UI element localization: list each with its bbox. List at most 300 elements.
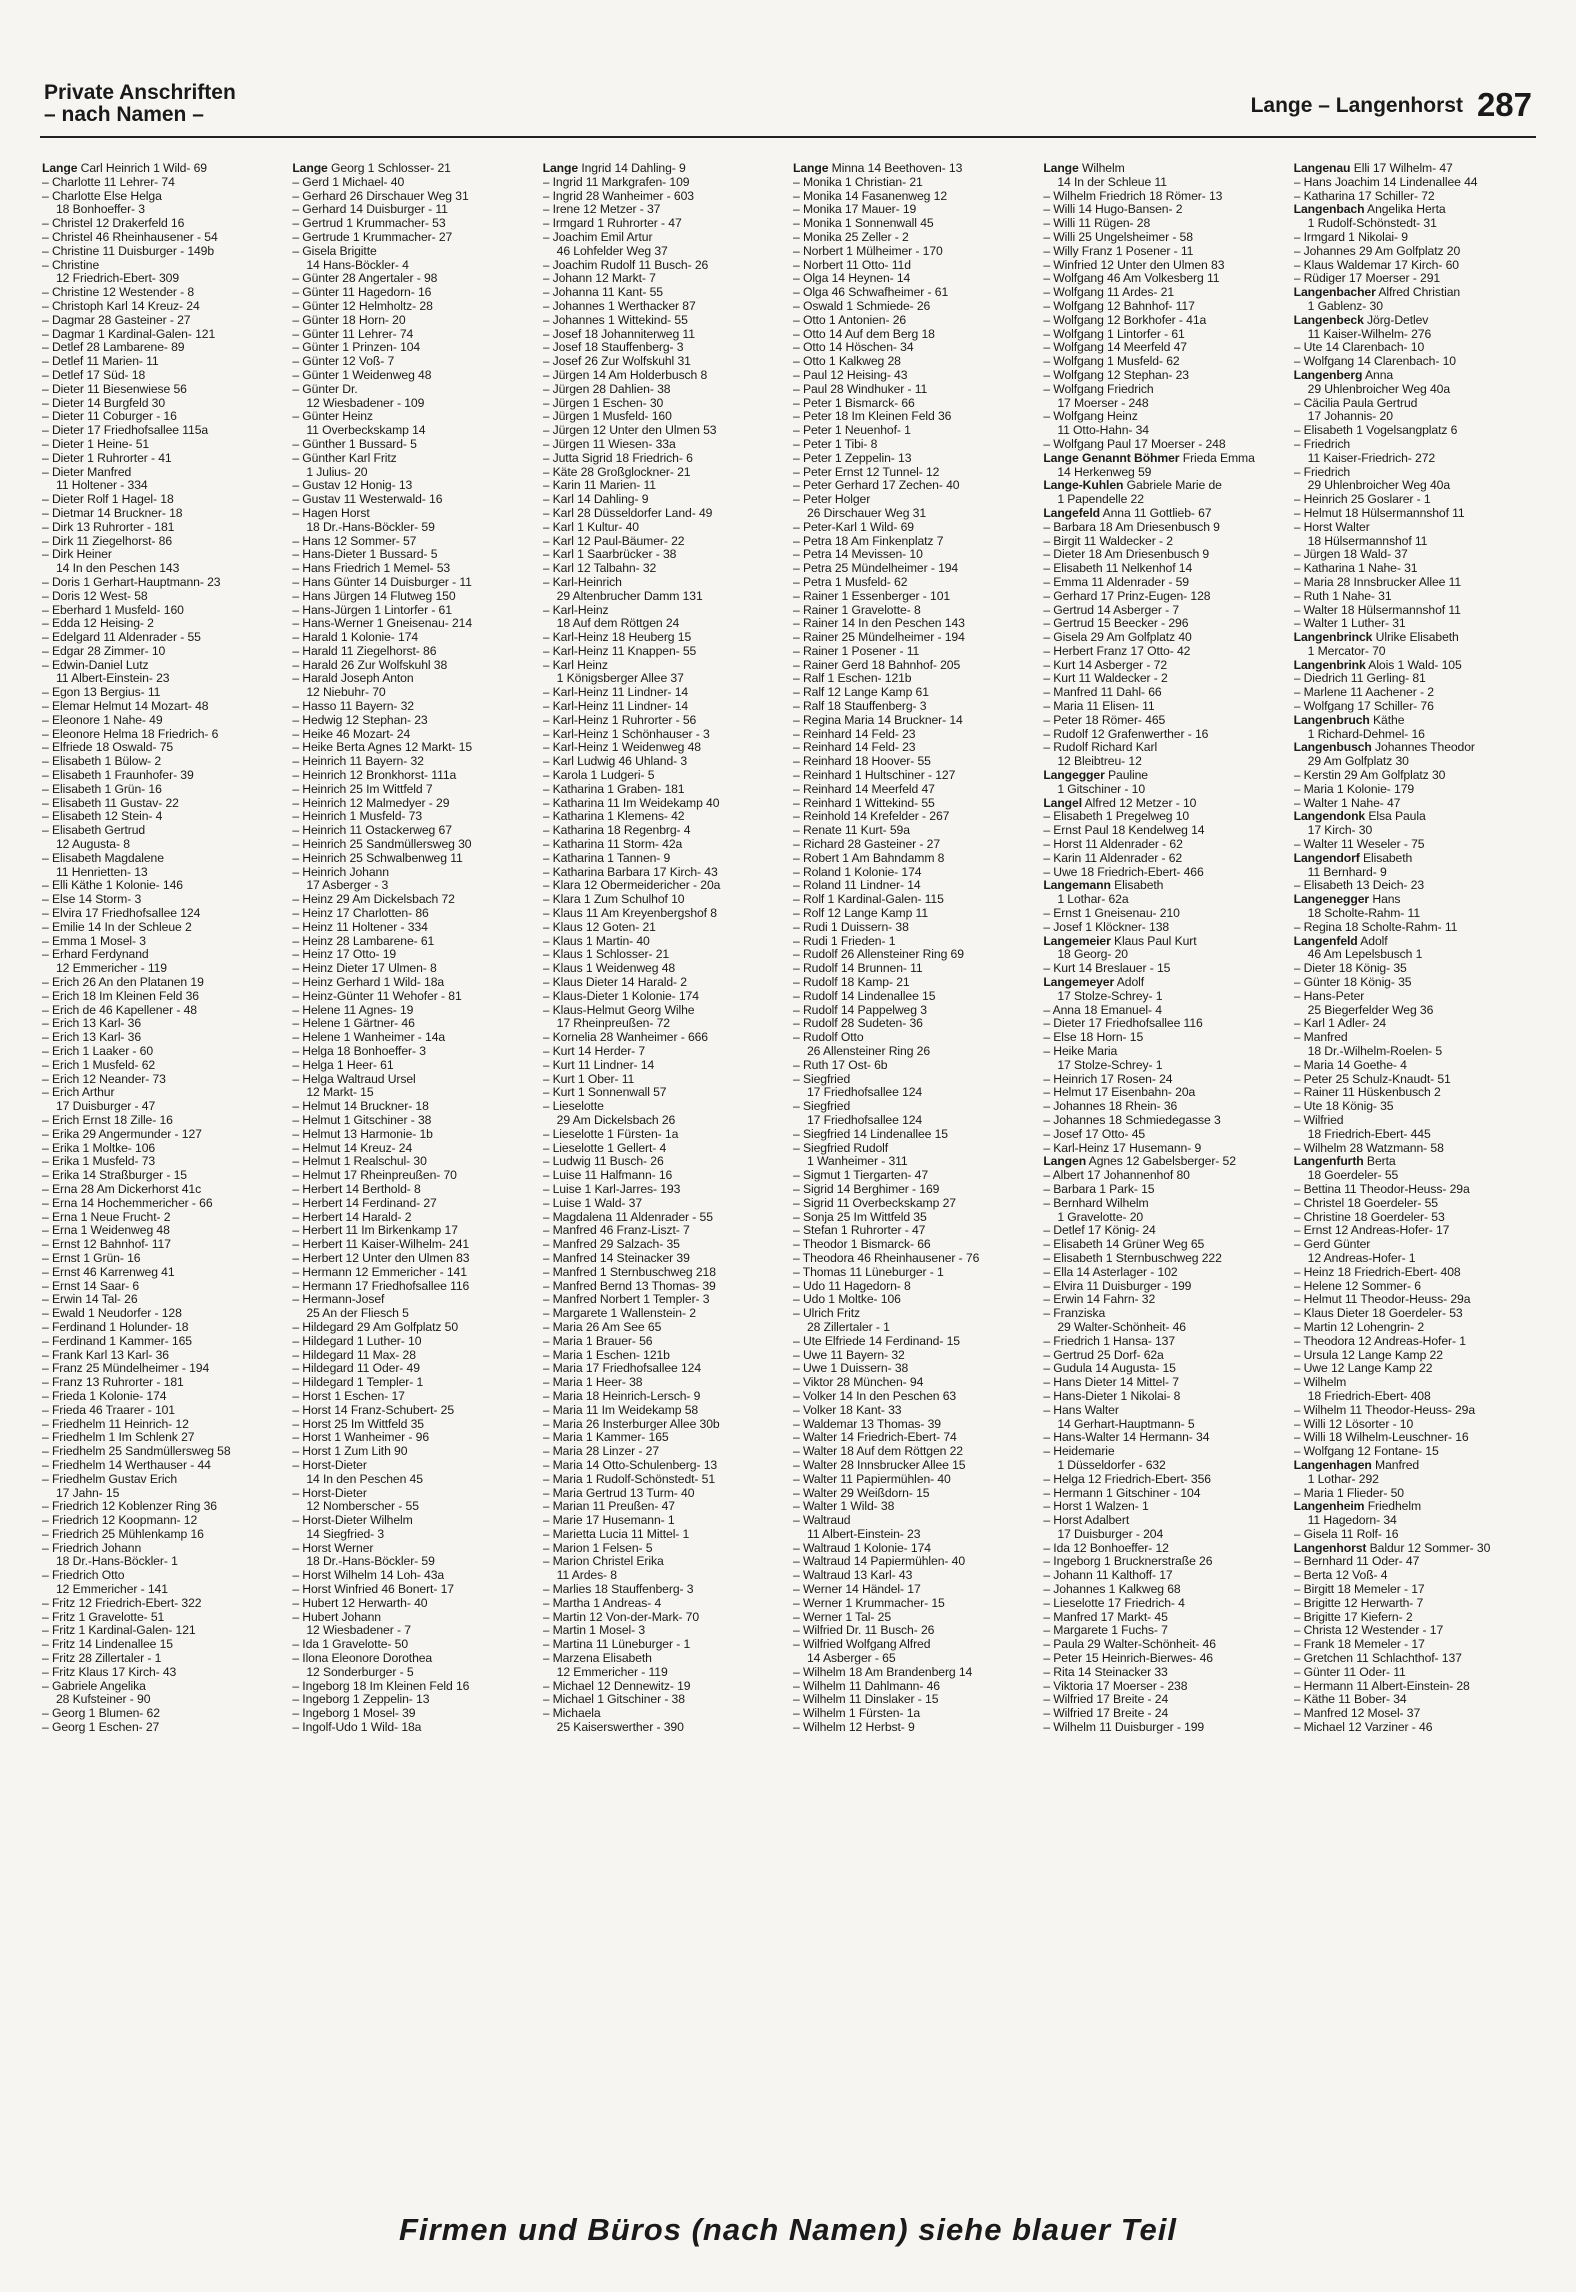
listing-entry: – Ingeborg 1 Mosel- 39 xyxy=(292,1707,416,1721)
listing-entry: – Rudolf 14 Brunnen- 11 xyxy=(792,962,923,976)
listing-entry: Langenfeld Adolf xyxy=(1293,934,1388,948)
listing-entry: – Herbert Franz 17 Otto- 42 xyxy=(1043,644,1191,658)
listing-entry: – Frieda 46 Traarer - 101 xyxy=(42,1403,175,1417)
listing-entry: – Michaela xyxy=(542,1707,601,1721)
listing-entry: – Christine 11 Duisburger - 149b xyxy=(42,244,215,258)
listing-entry: – Kurt 11 Waldecker - 2 xyxy=(1043,672,1168,686)
listing-entry: – Ingolf-Udo 1 Wild- 18a xyxy=(292,1721,422,1735)
listing-entry: – Heike Maria xyxy=(1043,1045,1118,1058)
section-heading xyxy=(44,82,236,126)
listing-entry: – Michael 12 Dennewitz- 19 xyxy=(542,1679,691,1693)
listing-entry: – Elisabeth Magdalene xyxy=(42,851,164,865)
listing-entry: – Hubert Johann xyxy=(292,1610,381,1624)
listing-entry: Langen Agnes 12 Gabelsberger- 52 xyxy=(1043,1155,1236,1169)
listing-entry: – Hermann 12 Emmericher - 141 xyxy=(292,1265,467,1279)
listing-entry: – Heidemarie xyxy=(1043,1445,1115,1459)
listing-entry: – Ilona Eleonore Dorothea xyxy=(292,1652,433,1666)
listing-entry: – Theodor 1 Bismarck- 66 xyxy=(792,1238,931,1252)
listing-entry: – Ruth 1 Nahe- 31 xyxy=(1293,589,1392,603)
listing-entry: 1 Julius- 20 xyxy=(306,465,368,479)
listing-entry: – Lieselotte xyxy=(542,1100,604,1114)
listing-entry: 11 Albert-Einstein- 23 xyxy=(806,1527,921,1541)
listing-entry: – Luise 1 Karl-Jarres- 193 xyxy=(542,1182,681,1196)
listing-entry: – Erwin 14 Tal- 26 xyxy=(42,1293,138,1307)
listing-entry: – Monika 1 Sonnenwall 45 xyxy=(792,217,934,231)
listing-entry: – Lieselotte 1 Fürsten- 1a xyxy=(542,1127,679,1141)
listing-entry: – Helga 12 Friedrich-Ebert- 356 xyxy=(1043,1472,1211,1486)
listing-entry: – Horst Adalbert xyxy=(1043,1514,1130,1528)
listing-entry: – Wilhelm 11 Duisburger - 199 xyxy=(1043,1721,1205,1735)
listing-entry: – Wolfgang Paul 17 Moerser - 248 xyxy=(1043,437,1226,451)
listing-entry: – Elisabeth 11 Nelkenhof 14 xyxy=(1043,562,1193,576)
listing-entry: – Karl-Heinz 1 Weidenweg 48 xyxy=(542,741,701,755)
listing-entry: – Wolfgang 12 Stephan- 23 xyxy=(1043,368,1189,382)
listing-entry: 18 Dr.-Hans-Böckler- 59 xyxy=(306,1555,435,1569)
listing-entry: – Karl-Heinz 18 Heuberg 15 xyxy=(542,631,692,645)
listing-entry: 18 Georg- 20 xyxy=(1057,948,1128,962)
surname-heading: Lange xyxy=(42,162,78,175)
listing-entry: – Katharina 11 Im Weidekamp 40 xyxy=(542,796,720,810)
surname-heading: Langenau xyxy=(1293,162,1351,175)
listing-entry: – Klaus-Helmut Georg Wilhe xyxy=(542,1003,695,1017)
listing-entry: – Karl 12 Talbahn- 32 xyxy=(542,562,657,576)
listing-entry: Langenbeck Jörg-Detlev xyxy=(1293,313,1429,327)
listing-entry: 1 Wanheimer - 311 xyxy=(806,1155,908,1169)
listing-entry: – Heinrich Johann xyxy=(292,865,389,879)
listing-entry: – Rita 14 Steinacker 33 xyxy=(1043,1665,1168,1679)
listing-entry: Lange Wilhelm xyxy=(1043,162,1125,175)
listing-entry: – Gabriele Angelika xyxy=(42,1679,146,1693)
listing-entry: – Waltraud 1 Kolonie- 174 xyxy=(792,1541,931,1555)
listing-entry: – Kerstin 29 Am Golfplatz 30 xyxy=(1293,769,1446,783)
listing-entry: – Karl Ludwig 46 Uhland- 3 xyxy=(542,755,688,769)
listing-entry: – Ernst 1 Grün- 16 xyxy=(42,1251,141,1265)
listing-entry: 1 Lothar- 292 xyxy=(1307,1472,1379,1486)
listing-entry: – Herbert 14 Berthold- 8 xyxy=(292,1182,421,1196)
listing-entry: 1 Gitschiner - 10 xyxy=(1057,782,1146,796)
listing-entry: – Wolfgang 1 Lintorfer - 61 xyxy=(1043,327,1185,341)
listing-entry: – Kurt 14 Breslauer - 15 xyxy=(1043,962,1171,976)
listing-entry: – Gretchen 11 Schlachthof- 137 xyxy=(1293,1652,1462,1666)
listing-entry: – Manfred Norbert 1 Templer- 3 xyxy=(542,1293,710,1307)
listing-entry: – Ferdinand 1 Kammer- 165 xyxy=(42,1334,192,1348)
listing-entry: – Horst Werner xyxy=(292,1541,374,1555)
listing-entry: 12 Friedrich-Ebert- 309 xyxy=(56,272,180,286)
listing-entry: 17 Kirch- 30 xyxy=(1307,824,1373,838)
listing-entry: 12 Sonderburger - 5 xyxy=(306,1665,414,1679)
listing-entry: 11 Bernhard- 9 xyxy=(1307,865,1387,879)
listing-entry: – Fritz 1 Gravelotte- 51 xyxy=(42,1610,165,1624)
listing-entry: – Wolfgang 17 Schiller- 76 xyxy=(1293,700,1434,714)
listing-entry: – Monika 17 Mauer- 19 xyxy=(792,203,917,217)
listing-entry: – Maria 26 Am See 65 xyxy=(542,1320,662,1334)
listing-entry: – Erich 13 Karl- 36 xyxy=(42,1017,142,1031)
listing-entry: 18 Scholte-Rahm- 11 xyxy=(1307,907,1420,921)
listing-entry: – Ulrich Fritz xyxy=(792,1307,860,1321)
listing-entry: – Karl 1 Saarbrücker - 38 xyxy=(542,548,677,562)
listing-entry: – Hedwig 12 Stephan- 23 xyxy=(292,713,428,727)
listing-entry: – Dieter Rolf 1 Hagel- 18 xyxy=(42,493,174,507)
listing-entry: – Wilhelm 18 Am Brandenberg 14 xyxy=(792,1665,973,1679)
listing-entry: Langenhagen Manfred xyxy=(1293,1458,1420,1472)
listing-entry: 18 Friedrich-Ebert- 408 xyxy=(1307,1389,1431,1403)
surname-heading: Langegger xyxy=(1043,769,1105,783)
listing-entry: – Horst Walter xyxy=(1293,520,1370,534)
listing-entry: 11 Ardes- 8 xyxy=(556,1569,617,1583)
surname-heading: Langenhagen xyxy=(1293,1458,1372,1472)
listing-entry: – Karl 12 Paul-Bäumer- 22 xyxy=(542,534,685,548)
listing-entry: – Maria 14 Goethe- 4 xyxy=(1293,1058,1407,1072)
listing-entry: – Ralf 1 Eschen- 121b xyxy=(792,672,912,686)
listing-entry: – Helene 11 Agnes- 19 xyxy=(292,1003,414,1017)
listing-entry: – Erich 18 Im Kleinen Feld 36 xyxy=(42,989,199,1003)
listing-entry: – Helmut 13 Harmonie- 1b xyxy=(292,1127,433,1141)
listing-entry: – Wolfgang 12 Fontane- 15 xyxy=(1293,1445,1439,1459)
listing-entry: – Ursula 12 Lange Kamp 22 xyxy=(1293,1348,1443,1362)
listing-entry: – Rudi 1 Frieden- 1 xyxy=(792,934,896,948)
listing-entry: – Friedrich xyxy=(1293,437,1351,451)
listing-entry: – Frieda 1 Kolonie- 174 xyxy=(42,1389,167,1403)
listing-entry: – Wilhelm 28 Watzmann- 58 xyxy=(1293,1141,1444,1155)
listing-entry: – Ingeborg 1 Brucknerstraße 26 xyxy=(1043,1555,1213,1569)
listing-entry: – Paul 28 Windhuker - 11 xyxy=(792,382,928,396)
listing-entry: – Rüdiger 17 Moerser - 291 xyxy=(1293,272,1441,286)
listing-entry: – Eberhard 1 Musfeld- 160 xyxy=(42,603,184,617)
listing-entry: 46 Am Lepelsbusch 1 xyxy=(1307,948,1423,962)
listing-entry: – Erich 13 Karl- 36 xyxy=(42,1031,142,1045)
listing-entry: – Heinz 18 Friedrich-Ebert- 408 xyxy=(1293,1265,1461,1279)
listing-entry: – Paul 12 Heising- 43 xyxy=(792,368,908,382)
listing-entry: – Hildegard 11 Oder- 49 xyxy=(292,1362,420,1376)
listing-entry: – Heinz 17 Charlotten- 86 xyxy=(292,907,429,921)
listing-entry: – Lieselotte 1 Gellert- 4 xyxy=(542,1141,667,1155)
listing-entry: – Gustav 11 Westerwald- 16 xyxy=(292,493,443,507)
listing-columns xyxy=(42,162,1536,2182)
listing-entry: – Hildegard 11 Max- 28 xyxy=(292,1348,416,1362)
listing-entry: – Katharina 17 Schiller- 72 xyxy=(1293,189,1435,203)
listing-entry: – Karl 28 Düsseldorfer Land- 49 xyxy=(542,506,713,520)
listing-entry: – Berta 12 Voß- 4 xyxy=(1293,1569,1388,1583)
listing-entry: – Johannes 29 Am Golfplatz 20 xyxy=(1293,244,1461,258)
listing-entry: – Hans-Peter xyxy=(1293,989,1365,1003)
listing-entry: – Martin 12 Von-der-Mark- 70 xyxy=(542,1610,700,1624)
listing-entry: – Maria 14 Otto-Schulenberg- 13 xyxy=(542,1458,718,1472)
surname-heading: Lange Genannt Böhmer xyxy=(1043,451,1180,465)
listing-entry: – Horst-Dieter xyxy=(292,1458,367,1472)
listing-entry: – Volker 18 Kant- 33 xyxy=(792,1403,902,1417)
listing-entry: – Johannes 1 Kalkweg 68 xyxy=(1043,1583,1181,1597)
listing-entry: – Reinhard 1 Hultschiner - 127 xyxy=(792,769,956,783)
listing-entry: – Karola 1 Ludgeri- 5 xyxy=(542,769,655,783)
surname-heading: Langenfurth xyxy=(1293,1155,1364,1169)
listing-entry: – Detlef 17 König- 24 xyxy=(1043,1224,1156,1238)
listing-entry: 14 In den Peschen 143 xyxy=(56,562,180,576)
listing-entry: – Gerhard 17 Prinz-Eugen- 128 xyxy=(1043,589,1211,603)
listing-entry: – Hans Joachim 14 Lindenallee 44 xyxy=(1293,175,1478,189)
listing-entry: – Richard 28 Gasteiner - 27 xyxy=(792,838,940,852)
listing-entry: – Karl-Heinz 11 Lindner- 14 xyxy=(542,700,689,714)
listing-entry: – Klaus Dieter 14 Harald- 2 xyxy=(542,976,687,990)
header-rule xyxy=(40,136,1536,138)
listing-entry: – Maria Gertrud 13 Turm- 40 xyxy=(542,1486,695,1500)
listing-entry: – Peter Holger xyxy=(792,493,871,507)
listing-entry: – Marietta Lucia 11 Mittel- 1 xyxy=(542,1527,690,1541)
listing-entry: 14 In der Schleue 11 xyxy=(1057,175,1167,189)
listing-entry: – Ernst 14 Saar- 6 xyxy=(42,1279,140,1293)
listing-entry: – Peter 1 Neuenhof- 1 xyxy=(792,424,911,438)
listing-entry: – Hans Günter 14 Duisburger - 11 xyxy=(292,575,472,589)
listing-entry: – Dieter Manfred xyxy=(42,465,132,479)
listing-entry: 18 Friedrich-Ebert- 445 xyxy=(1307,1127,1431,1141)
listing-entry: – Elisabeth 1 Bülow- 2 xyxy=(42,755,162,769)
listing-entry: – Christa 12 Westender - 17 xyxy=(1293,1624,1444,1638)
listing-entry: – Günter 12 Helmholtz- 28 xyxy=(292,299,433,313)
listing-entry: – Detlef 28 Lambarene- 89 xyxy=(42,341,185,355)
listing-entry: – Erich Ernst 18 Zille- 16 xyxy=(42,1113,173,1127)
listing-entry: – Detlef 17 Süd- 18 xyxy=(42,368,146,382)
listing-entry: – Gisela 29 Am Golfplatz 40 xyxy=(1043,631,1192,645)
listing-entry: – Joachim Emil Artur xyxy=(542,230,653,244)
listing-entry: – Wolfgang 1 Musfeld- 62 xyxy=(1043,355,1180,369)
listing-entry: – Rudolf 28 Sudeten- 36 xyxy=(792,1017,923,1031)
listing-entry: – Friedrich Otto xyxy=(42,1569,125,1583)
listing-entry: – Katharina Barbara 17 Kirch- 43 xyxy=(542,865,718,879)
listing-entry: – Ingeborg 18 Im Kleinen Feld 16 xyxy=(292,1679,470,1693)
listing-entry: – Rudolf 14 Pappelweg 3 xyxy=(792,1003,927,1017)
listing-entry: 17 Rheinpreußen- 72 xyxy=(556,1017,670,1031)
listing-entry: 11 Kaiser-Friedrich- 272 xyxy=(1307,451,1436,465)
listing-entry: – Erich 1 Laaker - 60 xyxy=(42,1045,154,1058)
surname-heading: Langen xyxy=(1043,1155,1087,1169)
listing-entry: – Helene 12 Sommer- 6 xyxy=(1293,1279,1421,1293)
listing-entry: – Willi 18 Wilhelm-Leuschner- 16 xyxy=(1293,1431,1469,1445)
listing-entry: – Rudolf 26 Allensteiner Ring 69 xyxy=(792,948,964,962)
page-number: 287 xyxy=(1476,86,1532,123)
listing-entry: – Sonja 25 Im Wittfeld 35 xyxy=(792,1210,927,1224)
listing-entry: – Siegfried 14 Lindenallee 15 xyxy=(792,1127,948,1141)
listing-entry: – Dieter 18 König- 35 xyxy=(1293,962,1407,976)
listing-entry: Langenheim Friedhelm xyxy=(1293,1500,1421,1514)
listing-entry: – Peter Ernst 12 Tunnel- 12 xyxy=(792,465,940,479)
listing-entry: – Ingrid 11 Markgrafen- 109 xyxy=(542,175,690,189)
listing-entry: – Dieter 17 Friedhofsallee 115a xyxy=(42,424,209,438)
listing-entry: – Maria 1 Brauer- 56 xyxy=(542,1334,653,1348)
listing-entry: – Waldemar 13 Thomas- 39 xyxy=(792,1417,941,1431)
listing-entry: – Martin 12 Lohengrin- 2 xyxy=(1293,1320,1425,1334)
listing-entry: 1 Gablenz- 30 xyxy=(1307,299,1383,313)
listing-entry: – Friedhelm 25 Sandmüllersweg 58 xyxy=(42,1445,231,1459)
listing-entry: – Walter 28 Innsbrucker Allee 15 xyxy=(792,1458,966,1472)
listing-entry: – Egon 13 Bergius- 11 xyxy=(42,686,161,700)
listing-entry: – Wolfgang Heinz xyxy=(1043,410,1138,424)
section-heading-line2: – nach Namen – xyxy=(44,103,204,126)
listing-entry: 12 Bleibtreu- 12 xyxy=(1057,755,1142,769)
listing-entry: 25 An der Fliesch 5 xyxy=(306,1307,409,1321)
listing-entry: – Georg 1 Eschen- 27 xyxy=(42,1721,160,1735)
listing-entry: – Heinz 17 Otto- 19 xyxy=(292,948,397,962)
listing-entry: – Fritz 28 Zillertaler - 1 xyxy=(42,1652,162,1666)
listing-entry: – Horst Winfried 46 Bonert- 17 xyxy=(292,1583,454,1597)
surname-heading: Langenheim xyxy=(1293,1500,1365,1514)
listing-entry: – Herbert 14 Harald- 2 xyxy=(292,1210,412,1224)
listing-entry: – Klara 12 Obermeidericher - 20a xyxy=(542,879,721,893)
listing-entry: – Gertrude 1 Krummacher- 27 xyxy=(292,230,453,244)
listing-entry: – Norbert 11 Otto- 11d xyxy=(792,258,911,272)
listing-entry: – Friedrich 12 Koopmann- 12 xyxy=(42,1514,198,1528)
listing-entry: – Rudi 1 Duissern- 38 xyxy=(792,920,909,934)
listing-entry: 18 Dr.-Wilhelm-Roelen- 5 xyxy=(1307,1045,1443,1058)
listing-entry: – Monika 14 Fasanenweg 12 xyxy=(792,189,947,203)
listing-entry: – Johann 11 Kalthoff- 17 xyxy=(1043,1569,1173,1583)
listing-entry: 28 Kufsteiner - 90 xyxy=(56,1693,151,1707)
listing-entry: – Walter 18 Hülsermannshof 11 xyxy=(1293,603,1461,617)
listing-entry: – Gerd Günter xyxy=(1293,1238,1371,1252)
listing-entry: – Paula 29 Walter-Schönheit- 46 xyxy=(1043,1638,1216,1652)
listing-entry: – Gustav 12 Honig- 13 xyxy=(292,479,413,493)
listing-entry: – Karl 1 Adler- 24 xyxy=(1293,1017,1387,1031)
listing-entry: – Hildegard 1 Templer- 1 xyxy=(292,1376,424,1390)
listing-entry: – Erna 1 Weidenweg 48 xyxy=(42,1224,170,1238)
listing-entry: – Erich 1 Musfeld- 62 xyxy=(42,1058,156,1072)
listing-entry: – Friedhelm 11 Heinrich- 12 xyxy=(42,1417,189,1431)
listing-entry: – Hasso 11 Bayern- 32 xyxy=(292,700,414,714)
listing-entry: – Thomas 11 Lüneburger - 1 xyxy=(792,1265,944,1279)
listing-entry: – Katharina 1 Nahe- 31 xyxy=(1293,562,1418,576)
listing-entry: – Klaus 1 Martin- 40 xyxy=(542,934,650,948)
listing-entry: – Johannes 1 Werthacker 87 xyxy=(542,299,696,313)
listing-entry: 18 Hülsermannshof 11 xyxy=(1307,534,1428,548)
listing-entry: – Hans-Dieter 1 Nikolai- 8 xyxy=(1043,1389,1181,1403)
listing-entry: – Josef 17 Otto- 45 xyxy=(1043,1127,1146,1141)
listing-entry: – Walter 29 Weißdorn- 15 xyxy=(792,1486,930,1500)
listing-entry: – Marian 11 Preußen- 47 xyxy=(542,1500,675,1514)
listing-entry: – Helmut 18 Hülsermannshof 11 xyxy=(1293,506,1465,520)
listing-entry: – Dagmar 1 Kardinal-Galen- 121 xyxy=(42,327,216,341)
listing-entry: – Klaus 1 Schlosser- 21 xyxy=(542,948,670,962)
listing-entry: – Edgar 28 Zimmer- 10 xyxy=(42,644,166,658)
listing-entry: – Else 14 Storm- 3 xyxy=(42,893,142,907)
listing-entry: – Helmut 1 Gitschiner - 38 xyxy=(292,1113,432,1127)
listing-entry: – Wolfgang 11 Ardes- 21 xyxy=(1043,286,1175,300)
listing-entry: – Hildegard 1 Luther- 10 xyxy=(292,1334,422,1348)
listing-entry: – Günter 18 Horn- 20 xyxy=(292,313,406,327)
listing-entry: – Gerhard 26 Dirschauer Weg 31 xyxy=(292,189,469,203)
listing-entry: – Karl-Heinz 1 Schönhauser - 3 xyxy=(542,727,710,741)
listing-entry: – Else 18 Horn- 15 xyxy=(1043,1031,1144,1045)
listing-entry: 29 Am Golfplatz 30 xyxy=(1307,755,1409,769)
listing-entry: – Detlef 11 Marien- 11 xyxy=(42,355,159,369)
listing-entry: – Peter Gerhard 17 Zechen- 40 xyxy=(792,479,960,493)
listing-entry: – Maria 28 Innsbrucker Allee 11 xyxy=(1293,575,1462,589)
listing-entry: Langemeyer Adolf xyxy=(1043,976,1145,990)
listing-entry: 17 Asberger - 3 xyxy=(306,879,389,893)
listing-entry: 17 Jahn- 15 xyxy=(56,1486,120,1500)
listing-entry: – Marlene 11 Aachener - 2 xyxy=(1293,686,1434,700)
listing-entry: – Renate 11 Kurt- 59a xyxy=(792,824,910,838)
listing-entry: – Katharina 1 Klemens- 42 xyxy=(542,810,685,824)
listing-entry: – Sigrid 14 Berghimer - 169 xyxy=(792,1182,940,1196)
listing-entry: – Irmgard 1 Nikolai- 9 xyxy=(1293,230,1408,244)
listing-entry: – Käte 28 Großglockner- 21 xyxy=(542,465,691,479)
listing-entry: – Norbert 1 Mülheimer - 170 xyxy=(792,244,943,258)
surname-heading: Langenbruch xyxy=(1293,713,1370,727)
listing-entry: – Maria 1 Kammer- 165 xyxy=(542,1431,669,1445)
listing-entry: – Manfred 11 Dahl- 66 xyxy=(1043,686,1162,700)
listing-entry: 29 Am Dickelsbach 26 xyxy=(556,1113,676,1127)
listing-column xyxy=(42,162,284,2182)
listing-entry: – Erika 29 Angermunder - 127 xyxy=(42,1127,202,1141)
listing-entry: – Christine 12 Westender - 8 xyxy=(42,286,195,300)
listing-entry: – Viktoria 17 Moerser - 238 xyxy=(1043,1679,1188,1693)
listing-entry: – Barbara 1 Park- 15 xyxy=(1043,1182,1155,1196)
listing-entry: – Viktor 28 München- 94 xyxy=(792,1376,924,1390)
listing-entry: – Friedrich xyxy=(1293,465,1351,479)
listing-entry: – Gisela 11 Rolf- 16 xyxy=(1293,1527,1399,1541)
listing-entry: – Elisabeth 11 Gustav- 22 xyxy=(42,796,179,810)
listing-entry: – Lieselotte 17 Friedrich- 4 xyxy=(1043,1596,1185,1610)
listing-entry: – Ingeborg 1 Zeppelin- 13 xyxy=(292,1693,430,1707)
listing-entry: – Dieter 1 Ruhrorter - 41 xyxy=(42,451,172,465)
listing-entry: 14 Gerhart-Hauptmann- 5 xyxy=(1057,1417,1195,1431)
listing-entry: 18 Dr.-Hans-Böckler- 59 xyxy=(306,520,435,534)
listing-entry: – Marion Christel Erika xyxy=(542,1555,664,1569)
listing-entry: – Erna 14 Hochemmericher - 66 xyxy=(42,1196,213,1210)
listing-entry: – Siegfried xyxy=(792,1100,851,1114)
listing-entry: 11 Holtener - 334 xyxy=(56,479,148,493)
listing-entry: – Horst 1 Wanheimer - 96 xyxy=(292,1431,430,1445)
listing-entry: – Günter 1 Weidenweg 48 xyxy=(292,368,432,382)
listing-entry: 17 Johannis- 20 xyxy=(1307,410,1393,424)
listing-entry: – Wolfgang 12 Bahnhof- 117 xyxy=(1043,299,1195,313)
listing-entry: – Josef 1 Klöckner- 138 xyxy=(1043,920,1170,934)
listing-entry: – Hermann 17 Friedhofsallee 116 xyxy=(292,1279,470,1293)
listing-entry: – Maria 28 Linzer - 27 xyxy=(542,1445,660,1459)
listing-entry: – Klaus 11 Am Kreyenbergshof 8 xyxy=(542,907,717,921)
listing-entry: – Dieter 14 Burgfeld 30 xyxy=(42,396,166,410)
listing-entry: – Christine 18 Goerdeler- 53 xyxy=(1293,1210,1445,1224)
listing-entry: – Horst-Dieter Wilhelm xyxy=(292,1514,413,1528)
listing-entry: – Reinhard 14 Feld- 23 xyxy=(792,741,916,755)
listing-entry: Langenfurth Berta xyxy=(1293,1155,1396,1169)
listing-entry: – Wolfgang 12 Borkhofer - 41a xyxy=(1043,313,1207,327)
listing-entry: – Horst 1 Eschen- 17 xyxy=(292,1389,405,1403)
listing-entry: 14 In den Peschen 45 xyxy=(306,1472,423,1486)
listing-entry: – Irmgard 1 Ruhrorter - 47 xyxy=(542,217,682,231)
listing-entry: 26 Allensteiner Ring 26 xyxy=(806,1045,931,1058)
listing-entry: 12 Markt- 15 xyxy=(306,1086,374,1100)
listing-entry: – Wolfgang 14 Meerfeld 47 xyxy=(1043,341,1187,355)
listing-entry: – Bernhard Wilhelm xyxy=(1043,1196,1149,1210)
listing-entry: – Friedhelm 1 Im Schlenk 27 xyxy=(42,1431,195,1445)
listing-entry: – Dieter 1 Heine- 51 xyxy=(42,437,150,451)
listing-entry: – Heinrich 25 Sandmüllersweg 30 xyxy=(292,838,472,852)
listing-entry: – Walter 1 Nahe- 47 xyxy=(1293,796,1401,810)
listing-entry: – Uwe 12 Lange Kamp 22 xyxy=(1293,1362,1433,1376)
listing-entry: – Ernst 12 Andreas-Hofer- 17 xyxy=(1293,1224,1450,1238)
listing-entry: – Kurt 1 Ober- 11 xyxy=(542,1072,635,1086)
listing-entry: – Peter 1 Tibi- 8 xyxy=(792,437,878,451)
listing-entry: – Käthe 11 Bober- 34 xyxy=(1293,1693,1407,1707)
listing-entry: – Petra 25 Mündelheimer - 194 xyxy=(792,562,959,576)
listing-entry: – Wilhelm xyxy=(1293,1376,1347,1390)
listing-entry: – Barbara 18 Am Driesenbusch 9 xyxy=(1043,520,1220,534)
listing-entry: – Herbert 14 Ferdinand- 27 xyxy=(292,1196,437,1210)
listing-entry: – Hans-Werner 1 Gneisenau- 214 xyxy=(292,617,473,631)
listing-entry: – Volker 14 In den Peschen 63 xyxy=(792,1389,957,1403)
listing-entry: – Wilhelm 11 Theodor-Heuss- 29a xyxy=(1293,1403,1476,1417)
listing-entry: – Heinrich 25 Schwalbenweg 11 xyxy=(292,851,463,865)
listing-entry: – Klaus 12 Goten- 21 xyxy=(542,920,656,934)
